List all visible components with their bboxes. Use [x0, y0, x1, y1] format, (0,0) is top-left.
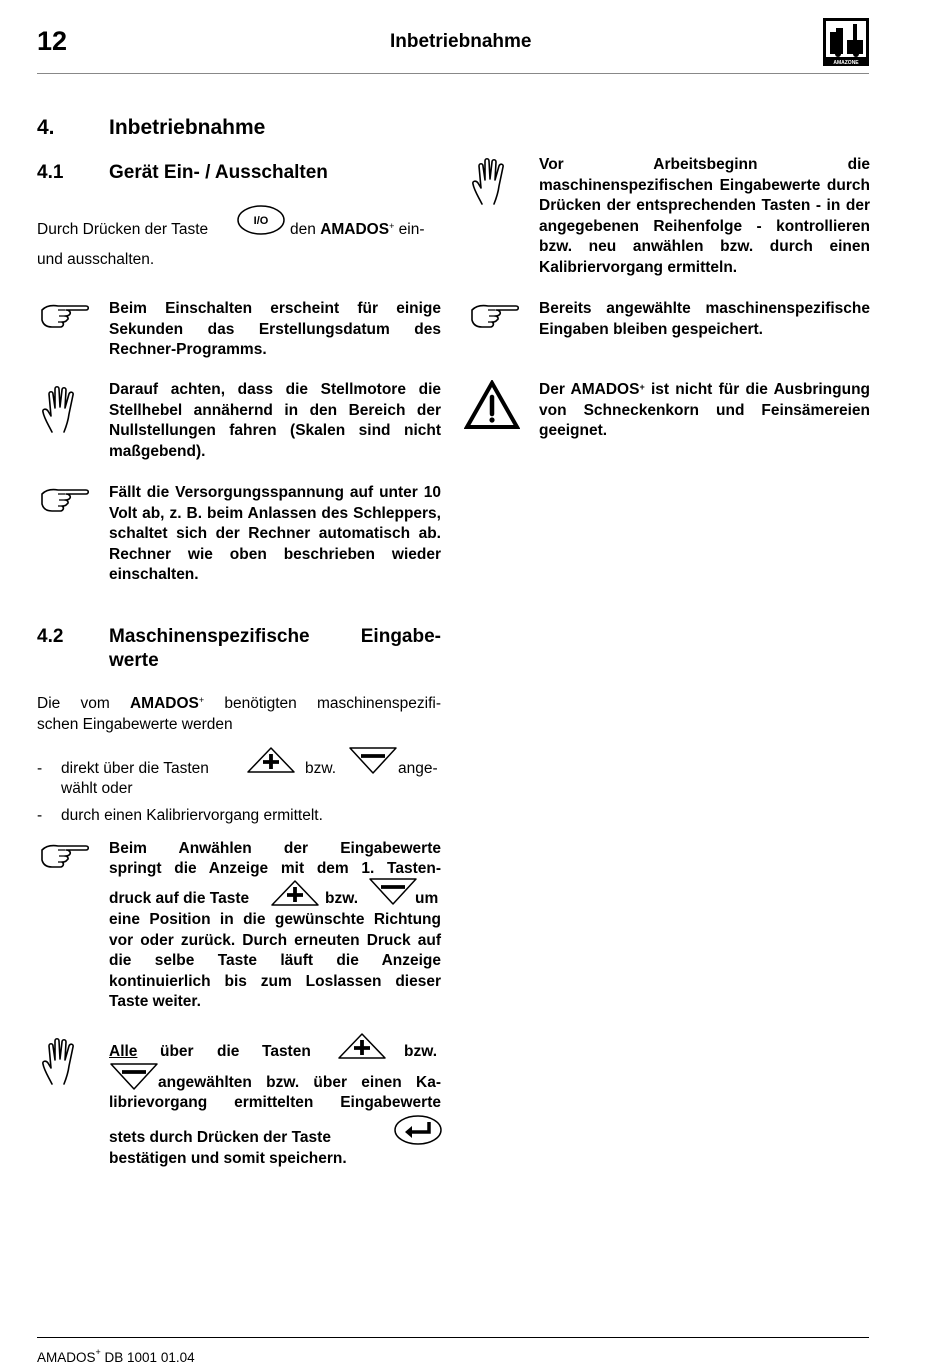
section-number: 4. [37, 116, 55, 139]
pointing-hand-icon [40, 300, 90, 330]
caution-word: bzw. [404, 1043, 438, 1060]
footer-sup: + [95, 1347, 101, 1357]
note-line: springt die Anzeige mit dem 1. Tasten- [109, 860, 441, 877]
caution-motors: Darauf achten, dass die Stellmotore die Stellhebel annähernd in den Bereich der Nullstellungen fahren (Skalen sind nicht maßgebend). [109, 381, 441, 460]
plus-key-icon [337, 1031, 387, 1061]
plus-key-icon [270, 878, 320, 908]
caution-word-all: Alle [109, 1043, 138, 1060]
header-title: Inbetriebnahme [390, 31, 532, 52]
caution-line: angewählten bzw. über einen Ka- [158, 1074, 441, 1091]
subsection-number: 4.1 [37, 162, 64, 183]
pointing-hand-icon [40, 484, 90, 514]
caution-word: über [160, 1043, 194, 1060]
bullet-dash: - [37, 807, 43, 824]
logo-text: AMAZONE [833, 60, 859, 66]
footer-rule [37, 1337, 869, 1338]
caution-input-values: Vor Arbeitsbeginn die maschinenspezifischen Eingabewerte durch Drücken der entsprechenden Tasten - in der angegebenen Reihenfolge - kontrollieren bzw. neu anwählen bzw. durch einen Kalibriervorgang ermitteln. [539, 156, 870, 276]
note-line: druck auf die Taste [109, 890, 250, 907]
caution-word: Tasten [262, 1043, 311, 1060]
subsection-title: Maschinenspezifische Eingabe- [109, 626, 441, 647]
warning-unsuitable [539, 380, 870, 442]
minus-key-icon [368, 876, 418, 906]
bullet-text: bzw. [305, 760, 337, 777]
note-stored: Bereits angewählte maschinenspezifische Eingaben bleiben gespeichert. [539, 300, 870, 338]
intro-word: Die vom [37, 695, 110, 712]
plus-key-icon [246, 745, 296, 775]
amazone-logo-icon [823, 18, 869, 66]
page-number: 12 [37, 26, 68, 56]
warning-text: ist nicht für die Ausbringung von Schneckenkorn und Feinsämereien geeignet. [539, 381, 871, 439]
brand-name: AMADOS [129, 695, 199, 712]
io-key-label: I/O [253, 215, 269, 227]
intro-text-after-key [290, 219, 425, 240]
brand-sup: + [389, 221, 395, 231]
bullet-text: ange- [398, 760, 438, 777]
intro-word: benötigten maschinenspezifi- [224, 695, 442, 712]
note-word: bzw. [325, 890, 359, 907]
note-startup: Beim Einschalten erscheint für einige Sekunden das Erstellungsdatum des Rechner-Programms. [109, 300, 441, 358]
note-voltage: Fällt die Versorgungsspannung auf unter 10 Volt ab, z. B. beim Anlassen des Schleppers, schaltet sich der Rechner automatisch ab. Rechner wie oben beschrieben wieder einschalten. [109, 484, 441, 583]
caution-word: die [217, 1043, 240, 1060]
raised-hand-icon [40, 1036, 80, 1086]
intro-paragraph [37, 693, 441, 714]
intro-text: Durch Drücken der Taste [37, 221, 209, 238]
note-word: um [415, 890, 439, 907]
bullet-text: direkt über die Tasten [61, 760, 209, 777]
caution-line: librievorgang ermittelten Eingabewerte [109, 1094, 441, 1111]
subsection-title-line2: werte [109, 650, 159, 671]
warning-triangle-icon [464, 380, 520, 430]
minus-key-icon [109, 1061, 159, 1091]
brand-sup: + [639, 382, 645, 392]
brand-name: AMADOS [320, 221, 390, 238]
bullet-text: durch einen Kalibriervorgang ermittelt. [61, 807, 323, 824]
footer-brand: AMADOS [37, 1350, 96, 1365]
enter-key-icon [393, 1114, 443, 1146]
intro-word: den [290, 221, 316, 238]
raised-hand-icon [470, 156, 510, 206]
bullet-text: wählt oder [61, 780, 133, 797]
warning-word: Der [539, 381, 565, 398]
intro-paragraph [37, 219, 208, 240]
brand-name: AMADOS [570, 381, 640, 398]
note-line: Beim Anwählen der Eingabewerte [109, 840, 441, 857]
pointing-hand-icon [40, 840, 90, 870]
brand-sup: + [198, 695, 205, 705]
header-rule [37, 73, 869, 74]
caution-line: stets durch Drücken der Taste [109, 1129, 331, 1146]
section-title: Inbetriebnahme [109, 116, 266, 139]
subsection-number: 4.2 [37, 626, 64, 647]
note-continuous: eine Position in die gewünschte Richtung vor oder zurück. Durch erneuten Druck auf die selbe Taste läuft die Anzeige kontinuierlich bis zum Loslassen dieser Taste weiter. [109, 911, 441, 1010]
io-key-icon [236, 204, 286, 236]
footer-doc-id: DB 1001 01.04 [100, 1350, 195, 1365]
intro-word: ein- [398, 221, 425, 238]
intro-line2: und ausschalten. [37, 251, 155, 268]
bullet-dash: - [37, 760, 43, 777]
raised-hand-icon [40, 384, 80, 434]
caution-line: bestätigen und somit speichern. [109, 1150, 347, 1167]
minus-key-icon [348, 745, 398, 775]
intro-line2: schen Eingabewerte werden [37, 716, 233, 733]
subsection-title: Gerät Ein- / Ausschalten [109, 162, 328, 183]
pointing-hand-icon [470, 300, 520, 330]
footer-text [37, 1347, 195, 1365]
